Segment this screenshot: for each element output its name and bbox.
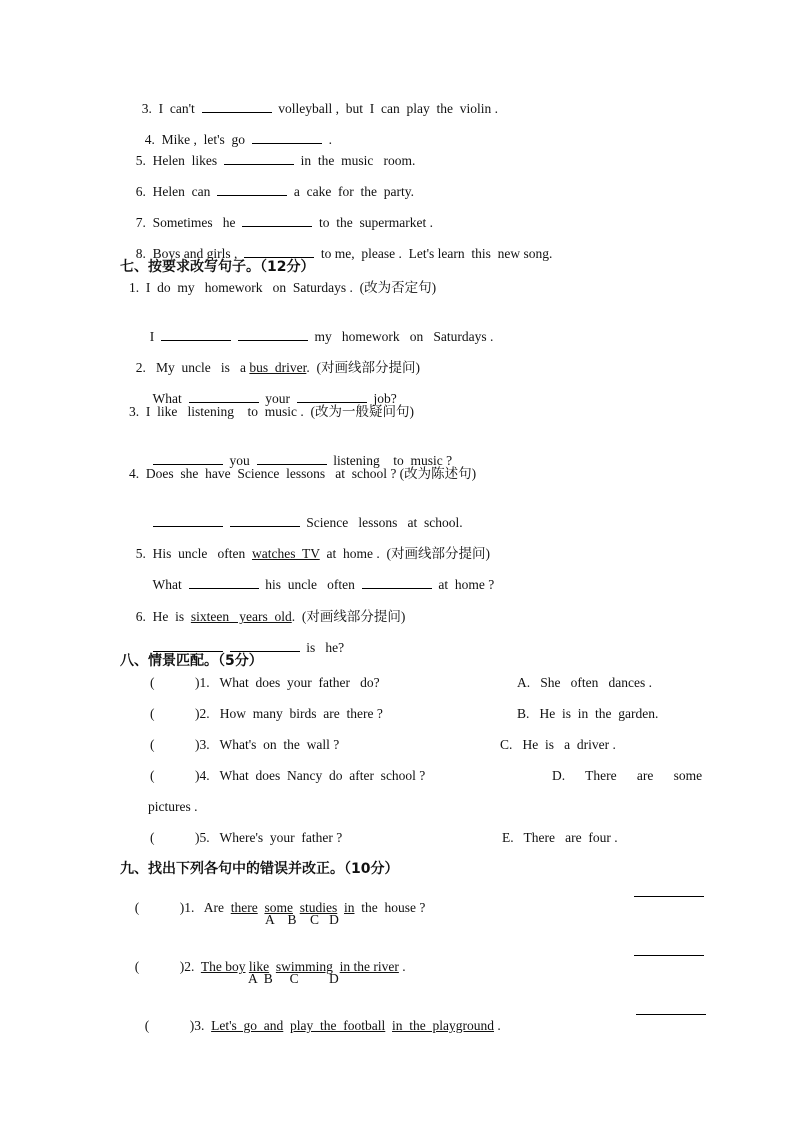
correction-blank[interactable] xyxy=(636,1002,706,1015)
answer-blank[interactable] xyxy=(230,639,300,652)
error-q2-letters: A B C D xyxy=(248,971,339,986)
rewrite-q4-prompt: 4. Does she have Science lessons at school ? (改为陈述句) xyxy=(129,466,477,481)
underlined-phrase: watches TV xyxy=(251,546,320,561)
rewrite-q5-prompt: 5. His uncle often watches TV at home . (对画线部分提问) xyxy=(135,546,490,561)
answer-blank[interactable] xyxy=(202,100,272,113)
answer-blank[interactable] xyxy=(153,452,223,465)
rewrite-q6-prompt: 6. He is sixteen years old. (对画线部分提问) xyxy=(135,609,406,624)
fill-q8: 8. Boys and girls , to me, please . Let's learn this new song. xyxy=(135,246,553,261)
correction-blank[interactable] xyxy=(634,884,704,897)
match-answer: E. There are four . xyxy=(502,830,618,845)
rewrite-q5-answer: What his uncle often at home ? xyxy=(152,577,495,592)
answer-blank[interactable] xyxy=(244,245,314,258)
underlined-phrase: sixteen years old xyxy=(190,609,292,624)
rewrite-q3-prompt: 3. I like listening to music . (改为一般疑问句) xyxy=(129,404,414,419)
match-answer-wrap: pictures . xyxy=(148,799,198,814)
section-title: 八、情景匹配。（5分） xyxy=(120,653,263,669)
answer-blank[interactable] xyxy=(224,152,294,165)
match-question: ( )1. What does your father do? xyxy=(150,675,380,690)
fill-q4: 4. Mike , let's go . xyxy=(144,132,332,147)
section-title: 七、按要求改写句子。（12分） xyxy=(120,259,315,275)
match-answer: D. There are some xyxy=(552,768,703,783)
match-question: ( )2. How many birds are there ? xyxy=(150,706,383,721)
match-question: ( )4. What does Nancy do after school ? xyxy=(150,768,426,783)
match-answer: C. He is a driver . xyxy=(500,737,616,752)
match-answer: A. She often dances . xyxy=(517,675,652,690)
answer-blank[interactable] xyxy=(297,390,367,403)
fill-q7: 7. Sometimes he to the supermarket . xyxy=(135,215,433,230)
answer-blank[interactable] xyxy=(257,452,327,465)
fill-q3: 3. I can't volleyball , but I can play the violin . xyxy=(141,101,499,116)
correction-blank[interactable] xyxy=(634,943,704,956)
answer-blank[interactable] xyxy=(153,639,223,652)
answer-blank[interactable] xyxy=(217,183,287,196)
fill-q5: 5. Helen likes in the music room. xyxy=(135,153,416,168)
error-q3: ( )3. Let's go and play the football in the playground . xyxy=(144,1018,501,1033)
fill-q6: 6. Helen can a cake for the party. xyxy=(135,184,415,199)
answer-blank[interactable] xyxy=(238,328,308,341)
underlined-phrase: bus driver xyxy=(249,360,307,375)
rewrite-q2-prompt: 2. My uncle is a bus driver. (对画线部分提问) xyxy=(135,360,420,375)
rewrite-q2-answer: What your job? xyxy=(152,391,397,406)
rewrite-q4-answer: Science lessons at school. xyxy=(146,496,463,532)
answer-blank[interactable] xyxy=(362,576,432,589)
answer-blank[interactable] xyxy=(153,514,223,527)
answer-blank[interactable] xyxy=(242,214,312,227)
rewrite-q1-prompt: 1. I do my homework on Saturdays . (改为否定句) xyxy=(129,280,437,295)
error-q2: ( )2. The boy like swimming in the river . xyxy=(134,959,406,974)
error-q1-letters: A B C D xyxy=(265,912,339,927)
answer-blank[interactable] xyxy=(230,514,300,527)
error-q1: ( )1. Are there some studies in the house ? xyxy=(134,900,426,915)
answer-blank[interactable] xyxy=(161,328,231,341)
rewrite-q3-answer: you listening to music ? xyxy=(146,434,452,470)
rewrite-q1-answer: I my homework on Saturdays . xyxy=(149,329,494,344)
section-title: 九、找出下列各句中的错误并改正。（10分） xyxy=(120,861,399,877)
match-question: ( )5. Where's your father ? xyxy=(150,830,343,845)
rewrite-q6-answer: is he? xyxy=(146,621,344,657)
answer-blank[interactable] xyxy=(189,390,259,403)
match-question: ( )3. What's on the wall ? xyxy=(150,737,340,752)
match-answer: B. He is in the garden. xyxy=(517,706,659,721)
answer-blank[interactable] xyxy=(189,576,259,589)
